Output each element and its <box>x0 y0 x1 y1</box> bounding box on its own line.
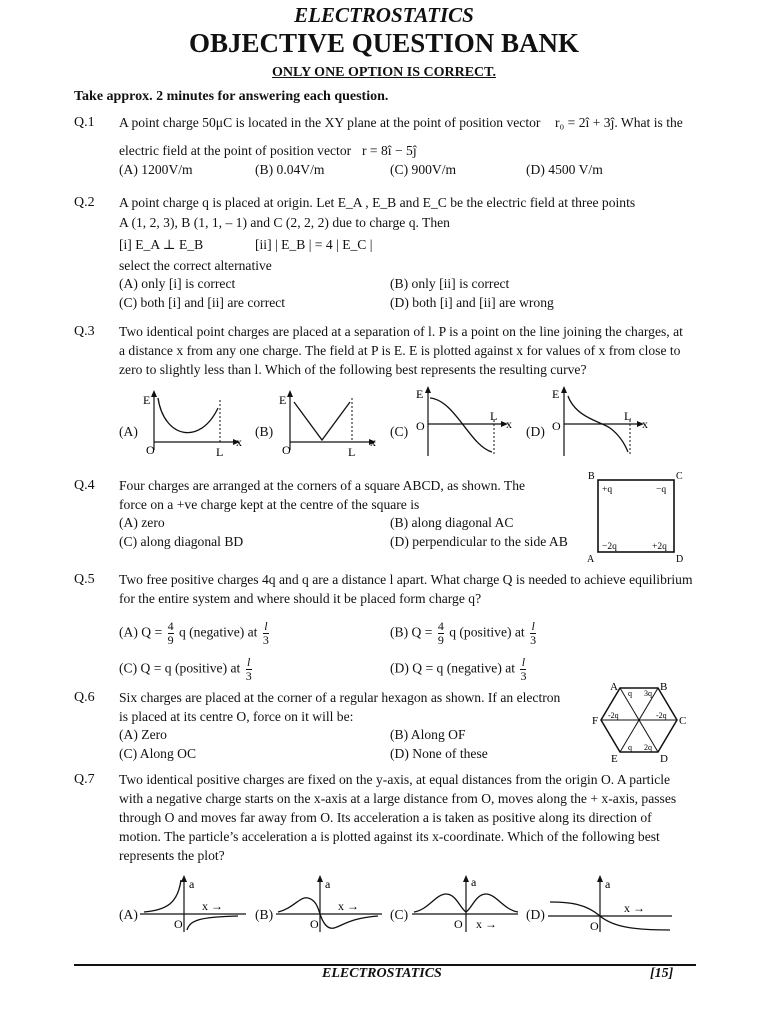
charge-e: q <box>628 743 632 752</box>
option-b-label: (B) <box>255 424 274 439</box>
graph-b <box>276 388 386 458</box>
option-d: (D) None of these <box>390 746 488 761</box>
graph-b <box>274 872 386 934</box>
option-a: (A) zero <box>119 515 165 530</box>
option-c: (C) Q = q (positive) at $\frac{l}{3}$ <box>119 655 252 683</box>
origin-label: O <box>174 917 183 931</box>
axis-label-a: a <box>189 877 195 891</box>
vertex-f: F <box>592 715 599 727</box>
length-label: L <box>348 445 356 458</box>
origin-label: O <box>282 443 291 457</box>
question-text: motion. The particle’s acceleration a is plotted against its x-coordinate. Which of the following best <box>119 829 660 844</box>
charge-d: 2q <box>644 743 652 752</box>
axis-label-x: x → <box>624 901 645 915</box>
position-vector-r0: r₀ = 2î + 3ĵ. What is the <box>555 115 683 130</box>
option-d: (D) 4500 V/m <box>526 162 603 177</box>
vertex-b: B <box>660 681 668 693</box>
vertex-e: E <box>611 753 618 764</box>
position-vector-r: r = 8î − 5ĵ <box>362 143 417 158</box>
option-b-label: (B) <box>255 907 274 922</box>
page-number: [15] <box>650 966 674 981</box>
option-d: (D) Q = q (negative) at $\frac{l}{3}$ <box>390 655 527 683</box>
origin-label: O <box>416 419 425 433</box>
statement-i: [i] E_A ⊥ E_B <box>119 237 204 252</box>
option-c: (C) Along OC <box>119 746 197 761</box>
axis-label-e: E <box>416 387 424 401</box>
charge-b: +q <box>602 485 613 495</box>
vertex-d: D <box>660 753 668 764</box>
option-b: (B) 0.04V/m <box>255 162 325 177</box>
axis-label-e: E <box>143 393 151 407</box>
instruction-note: ONLY ONE OPTION IS CORRECT. <box>272 65 496 80</box>
axis-label-x: x → <box>338 899 359 913</box>
option-c: (C) both [i] and [ii] are correct <box>119 295 286 310</box>
vertex-c: C <box>679 715 687 727</box>
graph-d <box>546 872 676 934</box>
footer-title: ELECTROSTATICS <box>322 966 442 981</box>
option-a-label: (A) <box>119 907 138 922</box>
hexagon-charge-diagram <box>590 678 690 764</box>
page-title: OBJECTIVE QUESTION BANK <box>188 28 580 58</box>
subject-heading: ELECTROSTATICS <box>294 3 474 27</box>
question-number: Q.2 <box>74 195 95 210</box>
question-text: represents the plot? <box>119 848 225 863</box>
question-prompt: select the correct alternative <box>119 258 272 273</box>
origin-label: O <box>552 419 561 433</box>
axis-label-x: x <box>642 417 648 431</box>
graph-a <box>140 388 250 458</box>
question-text: Four charges are arranged at the corners of a square ABCD, as shown. The <box>119 478 526 493</box>
charge-c: -2q <box>656 711 667 720</box>
question-text: electric field at the point of position vector <box>119 143 352 158</box>
origin-label: O <box>310 917 319 931</box>
option-c-label: (C) <box>390 907 409 922</box>
charge-b: 3q <box>644 689 652 698</box>
charge-c: −q <box>656 485 667 495</box>
time-instruction: Take approx. 2 minutes for answering each question. <box>74 89 389 104</box>
question-number: Q.4 <box>74 478 95 493</box>
charge-a: −2q <box>602 542 617 552</box>
origin-label: O <box>146 443 155 457</box>
axis-label-e: E <box>552 387 560 401</box>
question-text: Two identical point charges are placed at a separation of l. P is a point on the line joining the charges, at <box>119 324 683 339</box>
length-label: L <box>490 409 498 423</box>
axis-label-x: x <box>370 435 376 449</box>
option-a-label: (A) <box>119 424 138 439</box>
question-text: A (1, 2, 3), B (1, 1, – 1) and C (2, 2, 2) due to charge q. Then <box>119 215 450 230</box>
graph-c <box>410 384 520 460</box>
option-a: (A) Q = $\frac{4}{9}$ q (negative) at $\frac{l}{3}$ <box>119 619 269 647</box>
axis-label-x: x → <box>476 917 497 931</box>
axis-label-a: a <box>471 875 477 889</box>
axis-label-x: x → <box>202 899 223 913</box>
axis-label-x: x <box>506 417 512 431</box>
option-b: (B) Q = $\frac{4}{9}$ q (positive) at $\frac{l}{3}$ <box>390 619 537 647</box>
question-number: Q.7 <box>74 772 95 787</box>
option-b: (B) only [ii] is correct <box>390 276 510 291</box>
axis-label-x: x <box>236 435 242 449</box>
graph-a <box>138 872 250 934</box>
option-d-label: (D) <box>526 424 545 439</box>
charge-a: q <box>628 689 632 698</box>
charge-d: +2q <box>652 542 667 552</box>
question-number: Q.1 <box>74 115 95 130</box>
origin-label: O <box>454 917 463 931</box>
option-c: (C) 900V/m <box>390 162 457 177</box>
option-a: (A) 1200V/m <box>119 162 193 177</box>
axis-label-e: E <box>279 393 287 407</box>
option-a: (A) Zero <box>119 727 167 742</box>
question-text: for the entire system and where should it be placed form charge q? <box>119 591 482 606</box>
question-text: through O and moves far away from O. Its acceleration a is taken as positive along its direction of <box>119 810 652 825</box>
axis-label-a: a <box>325 877 331 891</box>
question-text: Two identical positive charges are fixed on the y-axis, at equal distances from the origin O. A particle <box>119 772 671 787</box>
question-text: with a negative charge starts on the x-axis at a large distance from O, moves along the + x-axis, passes <box>119 791 677 806</box>
option-b: (B) Along OF <box>390 727 466 742</box>
length-label: L <box>216 445 224 458</box>
question-text: a distance x from any one charge. The field at P is E. E is plotted against x for values of x from close to <box>119 343 681 358</box>
statement-ii: [ii] | E_B | = 4 | E_C | <box>255 237 373 252</box>
corner-d: D <box>676 554 684 565</box>
question-number: Q.5 <box>74 572 95 587</box>
option-d: (D) perpendicular to the side AB <box>390 534 568 549</box>
graph-d <box>546 384 656 460</box>
option-a: (A) only [i] is correct <box>119 276 236 291</box>
axis-label-a: a <box>605 877 611 891</box>
origin-label: O <box>590 919 599 933</box>
charge-f: -2q <box>608 711 619 720</box>
option-c-label: (C) <box>390 424 409 439</box>
corner-a: A <box>587 554 595 565</box>
vertex-a: A <box>610 681 618 693</box>
option-c: (C) along diagonal BD <box>119 534 244 549</box>
question-text: is placed at its centre O, force on it will be: <box>119 709 354 724</box>
question-number: Q.6 <box>74 690 95 705</box>
question-text: zero to slightly less than l. Which of the following best represents the resulting curve? <box>119 362 587 377</box>
corner-c: C <box>676 471 683 482</box>
graph-c <box>410 872 522 934</box>
question-text: Two free positive charges 4q and q are a distance l apart. What charge Q is needed to achieve equilibrium <box>119 572 693 587</box>
option-d-label: (D) <box>526 907 545 922</box>
option-b: (B) along diagonal AC <box>390 515 514 530</box>
corner-b: B <box>588 471 595 482</box>
question-text: Six charges are placed at the corner of a regular hexagon as shown. If an electron <box>119 690 561 705</box>
option-d: (D) both [i] and [ii] are wrong <box>390 295 554 310</box>
question-text: force on a +ve charge kept at the centre of the square is <box>119 497 420 512</box>
question-text: A point charge 50μC is located in the XY plane at the point of position vector <box>119 115 541 130</box>
square-charge-diagram <box>582 468 692 566</box>
question-text: A point charge q is placed at origin. Let E_A , E_B and E_C be the electric field at three points <box>119 195 636 210</box>
question-number: Q.3 <box>74 324 95 339</box>
length-label: L <box>624 409 632 423</box>
